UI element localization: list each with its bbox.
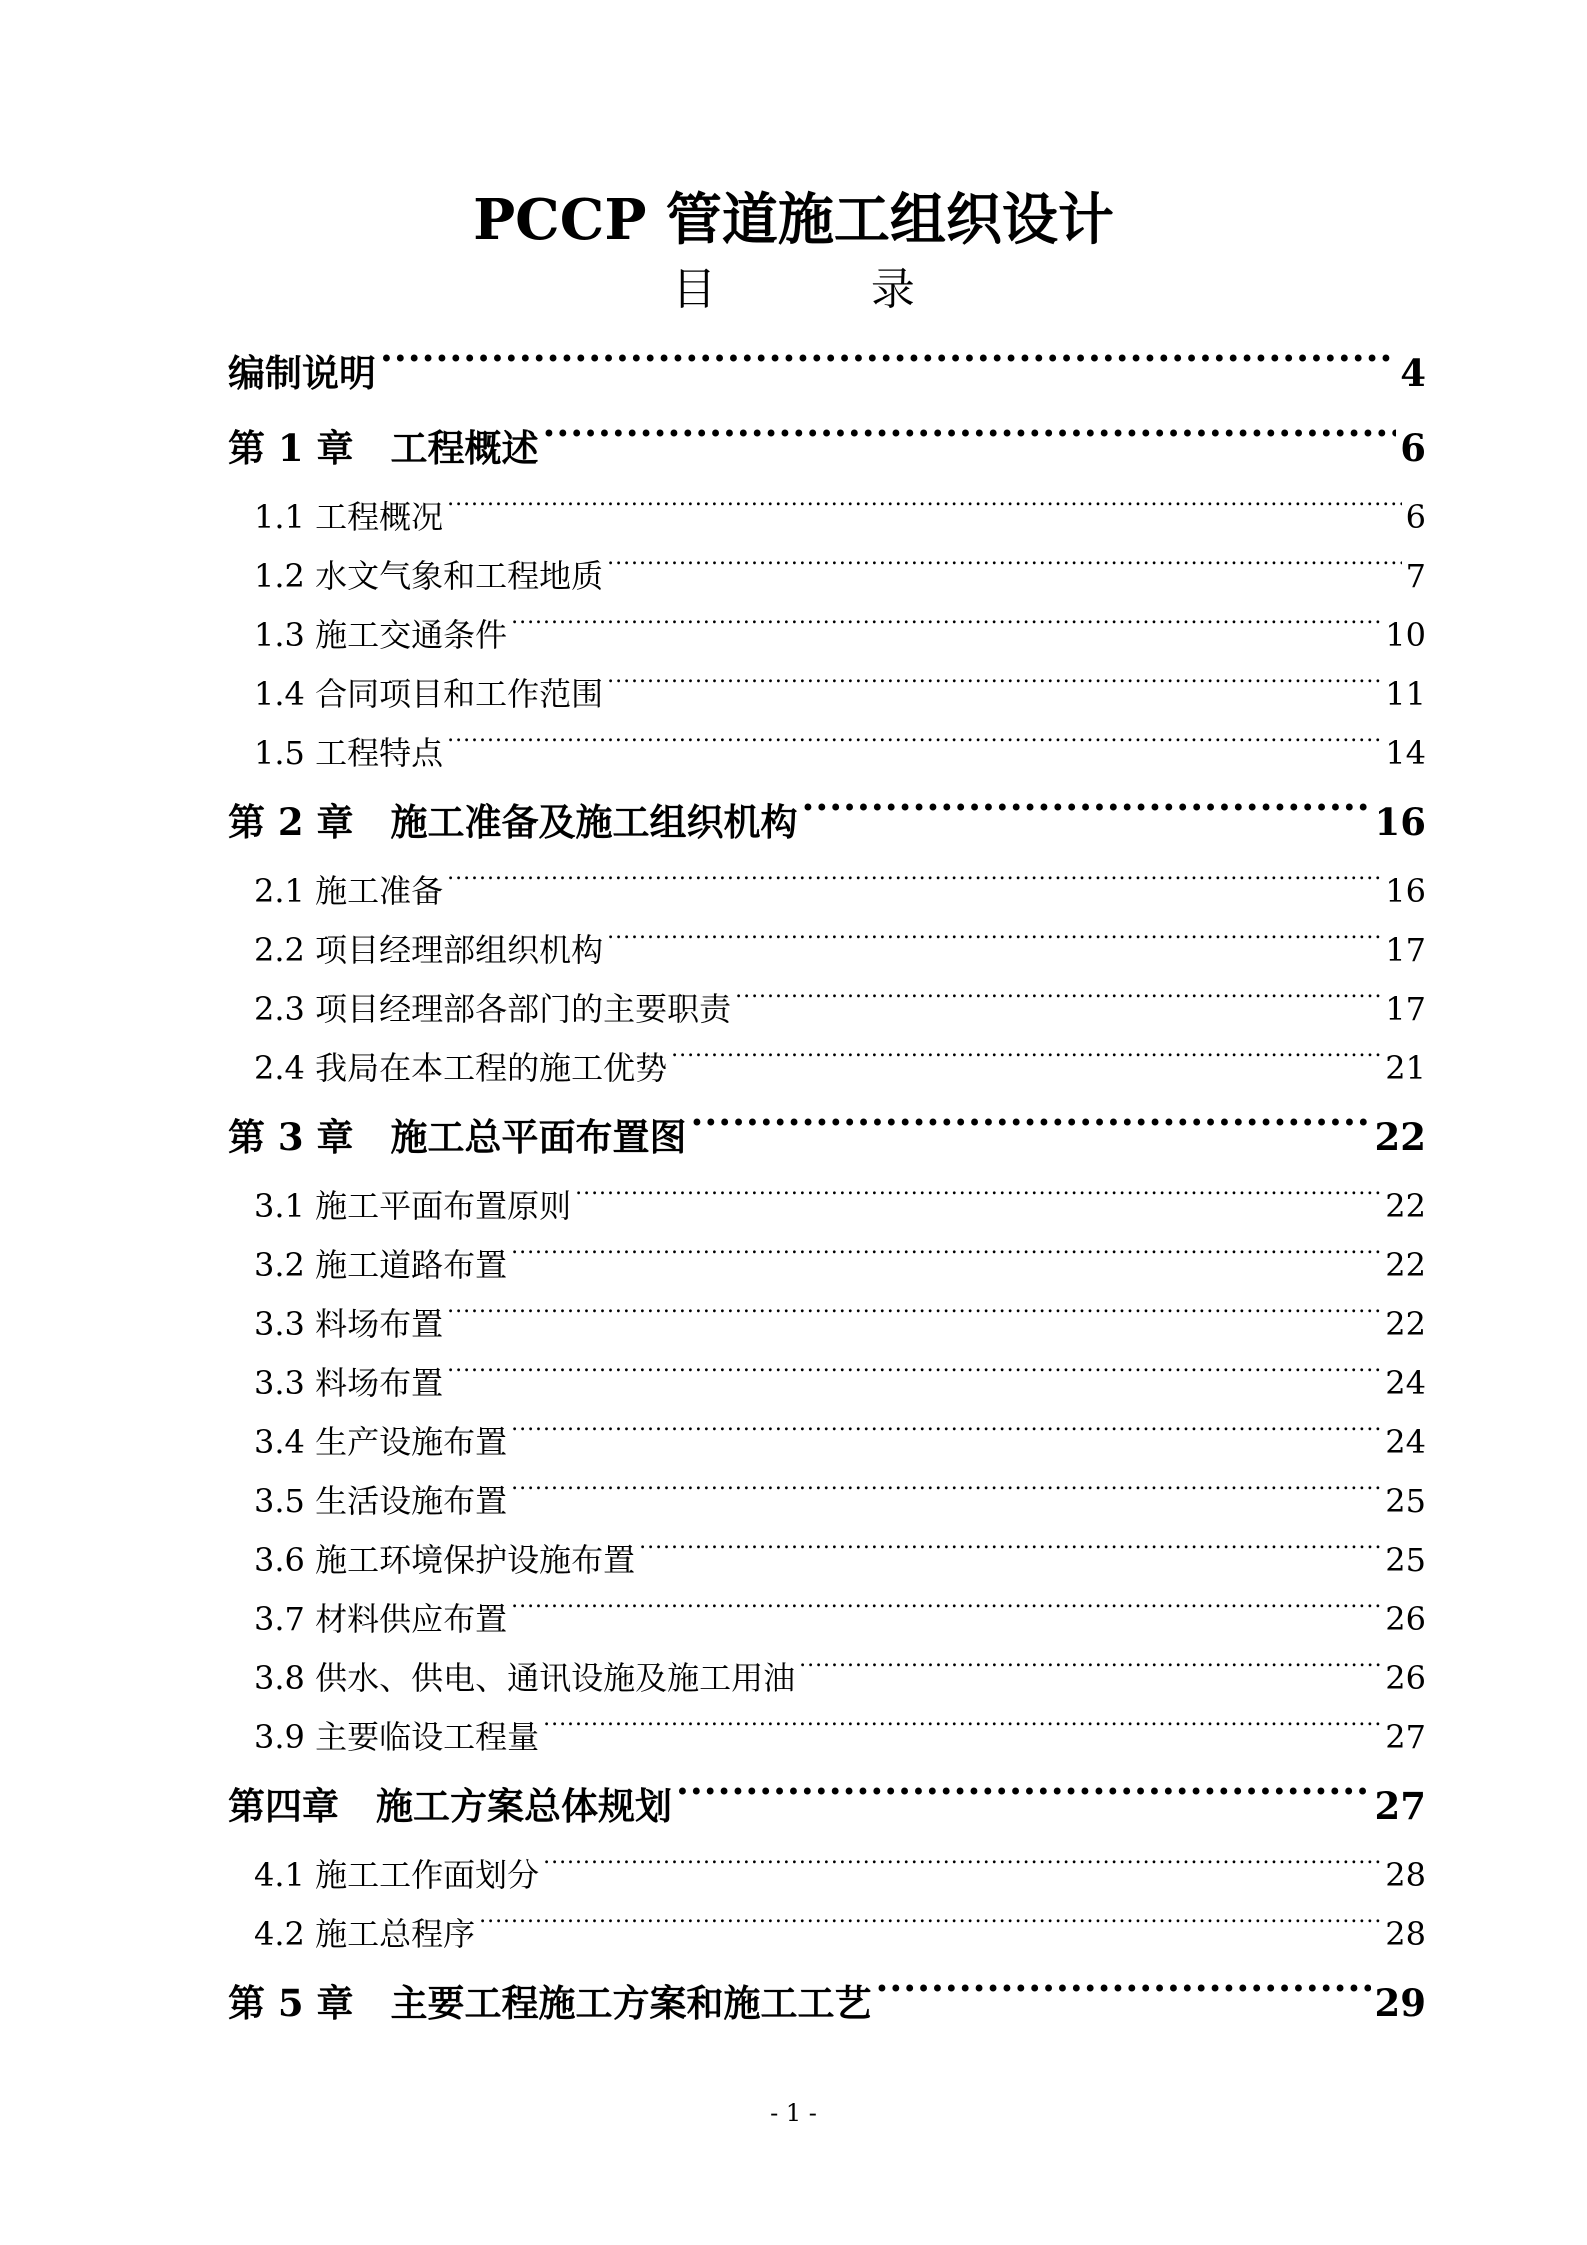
toc-section-entry[interactable] <box>228 1039 1426 1098</box>
toc-section-entry[interactable] <box>228 1649 1426 1708</box>
toc-chapter-entry[interactable] <box>228 1966 1426 2041</box>
toc-entry-label: 3.3 料场布置 <box>254 1364 444 1402</box>
toc-section-entry[interactable] <box>228 980 1426 1039</box>
toc-entry-label: 1.2 水文气象和工程地质 <box>254 557 604 595</box>
toc-section-entry[interactable] <box>228 1846 1426 1905</box>
toc-entry-page: 24 <box>1385 1364 1426 1402</box>
toc-dot-leader <box>735 988 1381 1020</box>
toc-entry-label: 第四章 施工方案总体规划 <box>228 1784 672 1828</box>
toc-dot-leader <box>607 929 1381 961</box>
toc-dot-leader <box>676 1782 1371 1819</box>
toc-entry-page: 7 <box>1405 557 1426 595</box>
toc-entry-page: 28 <box>1385 1856 1426 1894</box>
toc-dot-leader <box>543 424 1397 461</box>
toc-section-entry[interactable] <box>228 1905 1426 1964</box>
toc-entry-label: 3.9 主要临设工程量 <box>254 1718 540 1756</box>
toc-dot-leader <box>380 349 1396 386</box>
page-number: - 1 - <box>770 2099 817 2127</box>
toc-entry-label: 3.5 生活设施布置 <box>254 1482 508 1520</box>
toc-section-entry[interactable] <box>228 1236 1426 1295</box>
toc-entry-page: 27 <box>1374 1784 1426 1828</box>
toc-dot-leader <box>802 798 1371 835</box>
toc-entry-page: 25 <box>1385 1482 1426 1520</box>
toc-entry-label: 4.1 施工工作面划分 <box>254 1856 540 1894</box>
toc-entry-page: 25 <box>1385 1541 1426 1579</box>
toc-section-entry[interactable] <box>228 1295 1426 1354</box>
toc-entry-page: 17 <box>1385 931 1426 969</box>
toc-entry-label: 3.4 生产设施布置 <box>254 1423 508 1461</box>
toc-dot-leader <box>543 1854 1381 1886</box>
toc-entry-label: 2.3 项目经理部各部门的主要职责 <box>254 990 732 1028</box>
toc-entry-page: 16 <box>1374 800 1426 844</box>
toc-entry-page: 24 <box>1385 1423 1426 1461</box>
toc-section-entry[interactable] <box>228 1177 1426 1236</box>
toc-dot-leader <box>447 1303 1381 1335</box>
toc-dot-leader <box>799 1657 1381 1689</box>
toc-entry-page: 10 <box>1385 616 1426 654</box>
toc-entry-page: 27 <box>1385 1718 1426 1756</box>
toc-entry-label: 3.1 施工平面布置原则 <box>254 1187 572 1225</box>
toc-entry-page: 22 <box>1385 1187 1426 1225</box>
toc-dot-leader <box>511 1598 1381 1630</box>
toc-entry-page: 22 <box>1385 1246 1426 1284</box>
toc-entry-label: 1.4 合同项目和工作范围 <box>254 675 604 713</box>
toc-entry-label: 第 1 章 工程概述 <box>228 426 539 470</box>
toc-chapter-entry[interactable] <box>228 785 1426 860</box>
toc-entry-page: 28 <box>1385 1915 1426 1953</box>
toc-entry-page: 4 <box>1400 351 1426 395</box>
toc-entry-label: 1.1 工程概况 <box>254 498 444 536</box>
toc-chapter-entry[interactable] <box>228 336 1426 411</box>
toc-entry-label: 2.4 我局在本工程的施工优势 <box>254 1049 668 1087</box>
toc-entry-label: 3.3 料场布置 <box>254 1305 444 1343</box>
toc-entry-label: 第 3 章 施工总平面布置图 <box>228 1115 687 1159</box>
toc-dot-leader <box>447 1362 1381 1394</box>
toc-section-entry[interactable] <box>228 1531 1426 1590</box>
toc-dot-leader <box>511 614 1381 646</box>
toc-entry-page: 6 <box>1400 426 1426 470</box>
toc-dot-leader <box>575 1185 1381 1217</box>
toc-entry-label: 编制说明 <box>228 351 376 395</box>
toc-dot-leader <box>447 496 1402 528</box>
toc-entry-label: 2.1 施工准备 <box>254 872 444 910</box>
toc-section-entry[interactable] <box>228 1413 1426 1472</box>
toc-section-entry[interactable] <box>228 724 1426 783</box>
toc-dot-leader <box>876 1979 1371 2016</box>
toc-entry-label: 1.5 工程特点 <box>254 734 444 772</box>
toc-dot-leader <box>511 1421 1381 1453</box>
toc-entry-page: 29 <box>1374 1981 1426 2025</box>
toc-entry-label: 3.2 施工道路布置 <box>254 1246 508 1284</box>
toc-entry-label: 3.8 供水、供电、通讯设施及施工用油 <box>254 1659 796 1697</box>
toc-entry-page: 6 <box>1405 498 1426 536</box>
toc-dot-leader <box>671 1047 1381 1079</box>
toc-dot-leader <box>479 1913 1381 1945</box>
toc-entry-label: 2.2 项目经理部组织机构 <box>254 931 604 969</box>
toc-entry-page: 22 <box>1374 1115 1426 1159</box>
toc-chapter-entry[interactable] <box>228 411 1426 486</box>
toc-heading: 目 录 <box>672 264 986 315</box>
toc-entry-page: 26 <box>1385 1600 1426 1638</box>
toc-section-entry[interactable] <box>228 1472 1426 1531</box>
toc-entry-page: 21 <box>1385 1049 1426 1087</box>
toc-section-entry[interactable] <box>228 665 1426 724</box>
toc-entry-page: 16 <box>1385 872 1426 910</box>
toc-section-entry[interactable] <box>228 921 1426 980</box>
toc-entry-page: 11 <box>1385 675 1426 713</box>
toc-dot-leader <box>607 673 1381 705</box>
toc-section-entry[interactable] <box>228 1590 1426 1649</box>
toc-entry-label: 3.7 材料供应布置 <box>254 1600 508 1638</box>
toc-entry-label: 第 2 章 施工准备及施工组织机构 <box>228 800 798 844</box>
toc-entry-label: 3.6 施工环境保护设施布置 <box>254 1541 636 1579</box>
toc-entry-page: 17 <box>1385 990 1426 1028</box>
toc-section-entry[interactable] <box>228 606 1426 665</box>
toc-section-entry[interactable] <box>228 1354 1426 1413</box>
toc-chapter-entry[interactable] <box>228 1769 1426 1844</box>
toc-chapter-entry[interactable] <box>228 1100 1426 1175</box>
toc-dot-leader <box>511 1244 1381 1276</box>
toc-section-entry[interactable] <box>228 488 1426 547</box>
toc-entry-page: 14 <box>1385 734 1426 772</box>
document-title: PCCP 管道施工组织设计 <box>473 187 1114 253</box>
toc-dot-leader <box>543 1716 1381 1748</box>
table-of-contents <box>228 336 1426 2041</box>
toc-dot-leader <box>511 1480 1381 1512</box>
toc-dot-leader <box>691 1113 1371 1150</box>
toc-section-entry[interactable] <box>228 1708 1426 1767</box>
toc-section-entry[interactable] <box>228 862 1426 921</box>
toc-entry-label: 1.3 施工交通条件 <box>254 616 508 654</box>
toc-dot-leader <box>639 1539 1381 1571</box>
toc-dot-leader <box>607 555 1402 587</box>
toc-entry-page: 26 <box>1385 1659 1426 1697</box>
toc-entry-label: 第 5 章 主要工程施工方案和施工工艺 <box>228 1981 872 2025</box>
toc-section-entry[interactable] <box>228 547 1426 606</box>
toc-entry-label: 4.2 施工总程序 <box>254 1915 476 1953</box>
toc-dot-leader <box>447 732 1381 764</box>
toc-entry-page: 22 <box>1385 1305 1426 1343</box>
toc-dot-leader <box>447 870 1381 902</box>
